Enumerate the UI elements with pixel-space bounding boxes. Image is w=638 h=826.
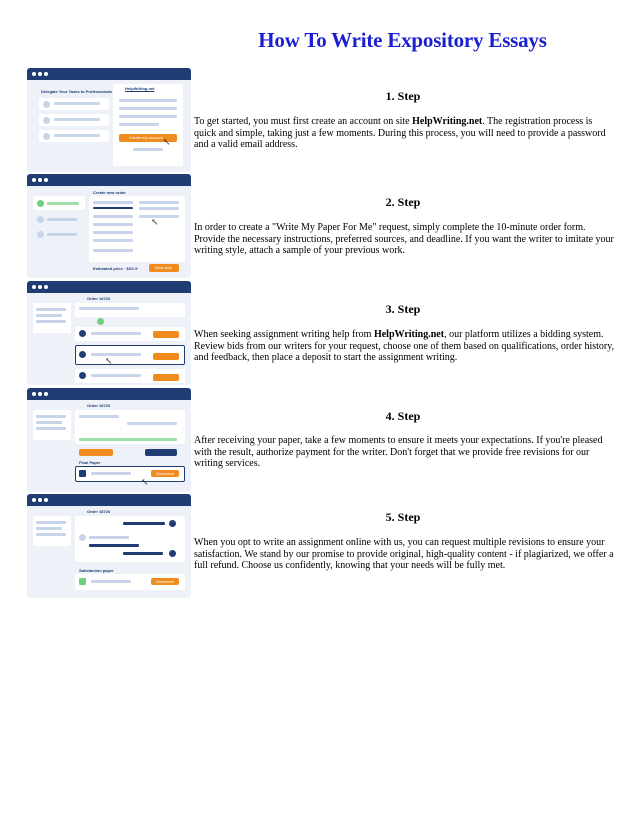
step-3-text: When seeking assignment writing help from HelpWriting.net, our platform utilizes a bidding system. Review bids from our writers for your request, choose one of them based on qualifications, order history, and feedback, then place a deposit to start the assignment writing. bbox=[194, 329, 615, 364]
download-label: Download bbox=[156, 579, 174, 584]
site-name: HelpWriting.net bbox=[412, 116, 483, 127]
step-1-text: To get started, you must first create an account on site HelpWriting.net. The registration process is quick and simple, taking just a few moments. During this process, you will need to provide a password and a valid email address. bbox=[194, 116, 606, 151]
site-name: HelpWriting.net bbox=[373, 329, 445, 340]
step-3-heading: 3. Step bbox=[385, 302, 421, 316]
step-2-heading: 2. Step bbox=[385, 195, 421, 209]
final-paper-label: Final Paper bbox=[79, 460, 101, 465]
thumb-heading: Create new order bbox=[93, 190, 126, 195]
next-step-label: Next step bbox=[155, 265, 172, 270]
brand-name: HelpWriting.net bbox=[125, 86, 155, 91]
thumb-heading: Order 18726 bbox=[87, 296, 111, 301]
step-5-screenshot bbox=[27, 494, 191, 598]
step-3-screenshot: Order 18726 ↖ bbox=[27, 281, 191, 385]
step-1-screenshot: Delegate Your Tasks to Professionals HelpWriting.net Create my account ↖ bbox=[27, 68, 191, 172]
thumb-heading: Order 18726 bbox=[87, 509, 111, 514]
page-title: How To Write Expository Essays bbox=[258, 28, 547, 52]
create-account-label: Create my account bbox=[129, 135, 163, 140]
step-2-screenshot: Create new order ↖ Estimated price · $XX.X Next step bbox=[27, 174, 191, 278]
step-4-screenshot: Order 18726 Final Paper Download ↖ bbox=[27, 388, 191, 492]
download-label: Download bbox=[156, 471, 174, 476]
thumb-heading: Order 18726 bbox=[87, 403, 111, 408]
step-2-text: In order to create a "Write My Paper For Me" request, simply complete the 10-minute order form. Provide the necessary instructions, preferred sources, and deadline. If you want the writer to imitate your writing style, attach a sample of your previous work. bbox=[194, 222, 614, 257]
step-4-heading: 4. Step bbox=[385, 409, 421, 423]
estimated-price: Estimated price · $XX.X bbox=[93, 266, 138, 271]
step-4-text: After receiving your paper, take a few moments to ensure it meets your expectations. If you're pleased with the result, authorize payment for the writer. Don't forget that we provide free revisions for our writing services. bbox=[194, 435, 603, 470]
step-1-heading: 1. Step bbox=[385, 89, 421, 103]
step-5-heading: 5. Step bbox=[385, 510, 421, 524]
thumb-heading: Delegate Your Tasks to Professionals bbox=[41, 89, 112, 94]
satisfaction-paper-label: Satisfaction paper bbox=[79, 568, 114, 573]
step-5-text: When you opt to write an assignment online with us, you can request multiple revisions to ensure your satisfaction. We stand by our promise to provide original, high-quality content - if plagiarized, we offer a full refund. Choose us confidently, knowing that your needs will be fully met. bbox=[194, 537, 614, 572]
